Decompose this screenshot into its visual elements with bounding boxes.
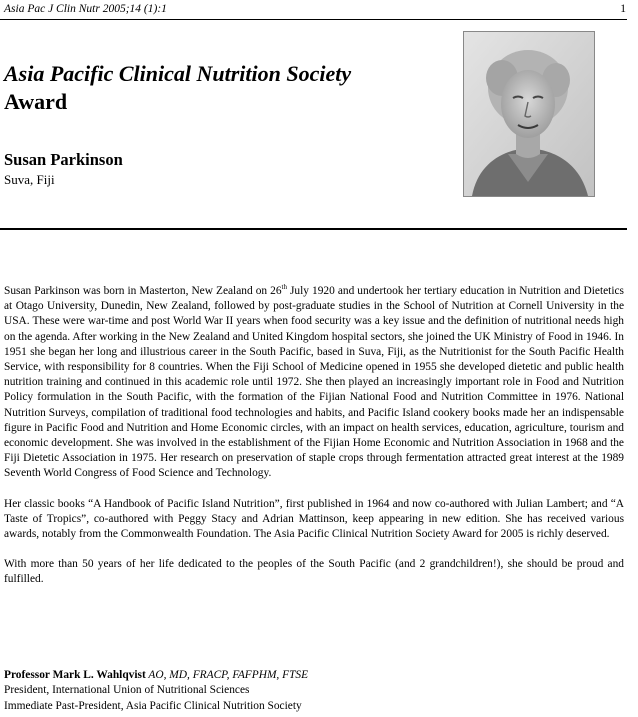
title-line-2: Award: [4, 89, 68, 114]
signatory: [4, 668, 308, 683]
signatory-name: Professor Mark L. Wahlqvist: [4, 669, 146, 681]
article-body: [4, 284, 624, 603]
journal-citation: Asia Pac J Clin Nutr 2005;14 (1):1: [4, 3, 167, 15]
page-number: 1: [620, 3, 626, 15]
paragraph-1: [4, 284, 624, 482]
ordinal-suffix: th: [281, 283, 287, 292]
author-affiliation: Suva, Fiji: [4, 172, 55, 187]
article-title: [4, 60, 351, 116]
signatory-title-2: Immediate Past-President, Asia Pacific Clinical Nutrition Society: [4, 699, 302, 712]
signatory-title-1: President, International Union of Nutritional Sciences: [4, 684, 250, 697]
paragraph-3: With more than 50 years of her life dedicated to the peoples of the South Pacific (and 2 grandchildren!), she should be proud and fulfilled.: [4, 558, 624, 586]
header-rule: [0, 19, 627, 20]
paragraph-1-start: Susan Parkinson was born in Masterton, New Zealand on 26: [4, 285, 282, 297]
section-rule: [0, 228, 627, 230]
title-line-1: Asia Pacific Clinical Nutrition Society: [4, 61, 352, 86]
portrait-photo-icon: [463, 31, 595, 197]
running-head: [4, 3, 626, 19]
signature-block: [4, 668, 308, 714]
author-name: Susan Parkinson: [4, 150, 123, 169]
paragraph-1-rest: July 1920 and undertook her tertiary education in Nutrition and Dietetics at Otago University, Dunedin, New Zealand, followed by post-graduate studies in the School of Nutrition at Cornell University in the USA. These were war-time and post World War II years when food security was a key issue and the definition of nutritional needs high on the agenda. After working in the New Zealand and United Kingdom hospital sectors, she joined the UK Ministry of Food in 1946. In 1951 she began her long and illustrious career in the South Pacific, based in Suva, Fiji, as the Nutritionist for the South Pacific Health Service, with responsibility for 8 countries. When the Fiji School of Medicine opened in 1955 she developed dietetic and public health nutrition training and continued in this academic role until 1972. She then played an increasingly important role in Food and Nutrition Policy formulation in the South Pacific, with the formation of the Fijian National Food and Nutrition Committee in 1976. National Nutrition Surveys, compilation of traditional food technologies and habits, and Pacific Island cookery books made her an indispensable figure in Pacific Food and Nutrition and Home Economic circles, with an impact on health services, education, agriculture, tourism and economic development. She was involved in the establishment of the Fijian Home Economic and Nutrition Association in 1968 and the Fiji Dietetic Association in 1975. Her research on preservation of staple crops through fermentation attracted great interest at the 1989 Seventh World Congress of Food Science and Technology.: [4, 285, 624, 480]
paragraph-2: Her classic books “A Handbook of Pacific Island Nutrition”, first published in 1964 and now co-authored with Julian Lambert; and “A Taste of Tropics”, co-authored with Peggy Stacy and Adrian Mattinson, keep appearing in new edition. She has received various awards, notably from the Commonwealth Foundation. The Asia Pacific Clinical Nutrition Society Award for 2005 is richly deserved.: [4, 497, 624, 541]
signatory-credentials: AO, MD, FRACP, FAFPHM, FTSE: [145, 669, 309, 681]
